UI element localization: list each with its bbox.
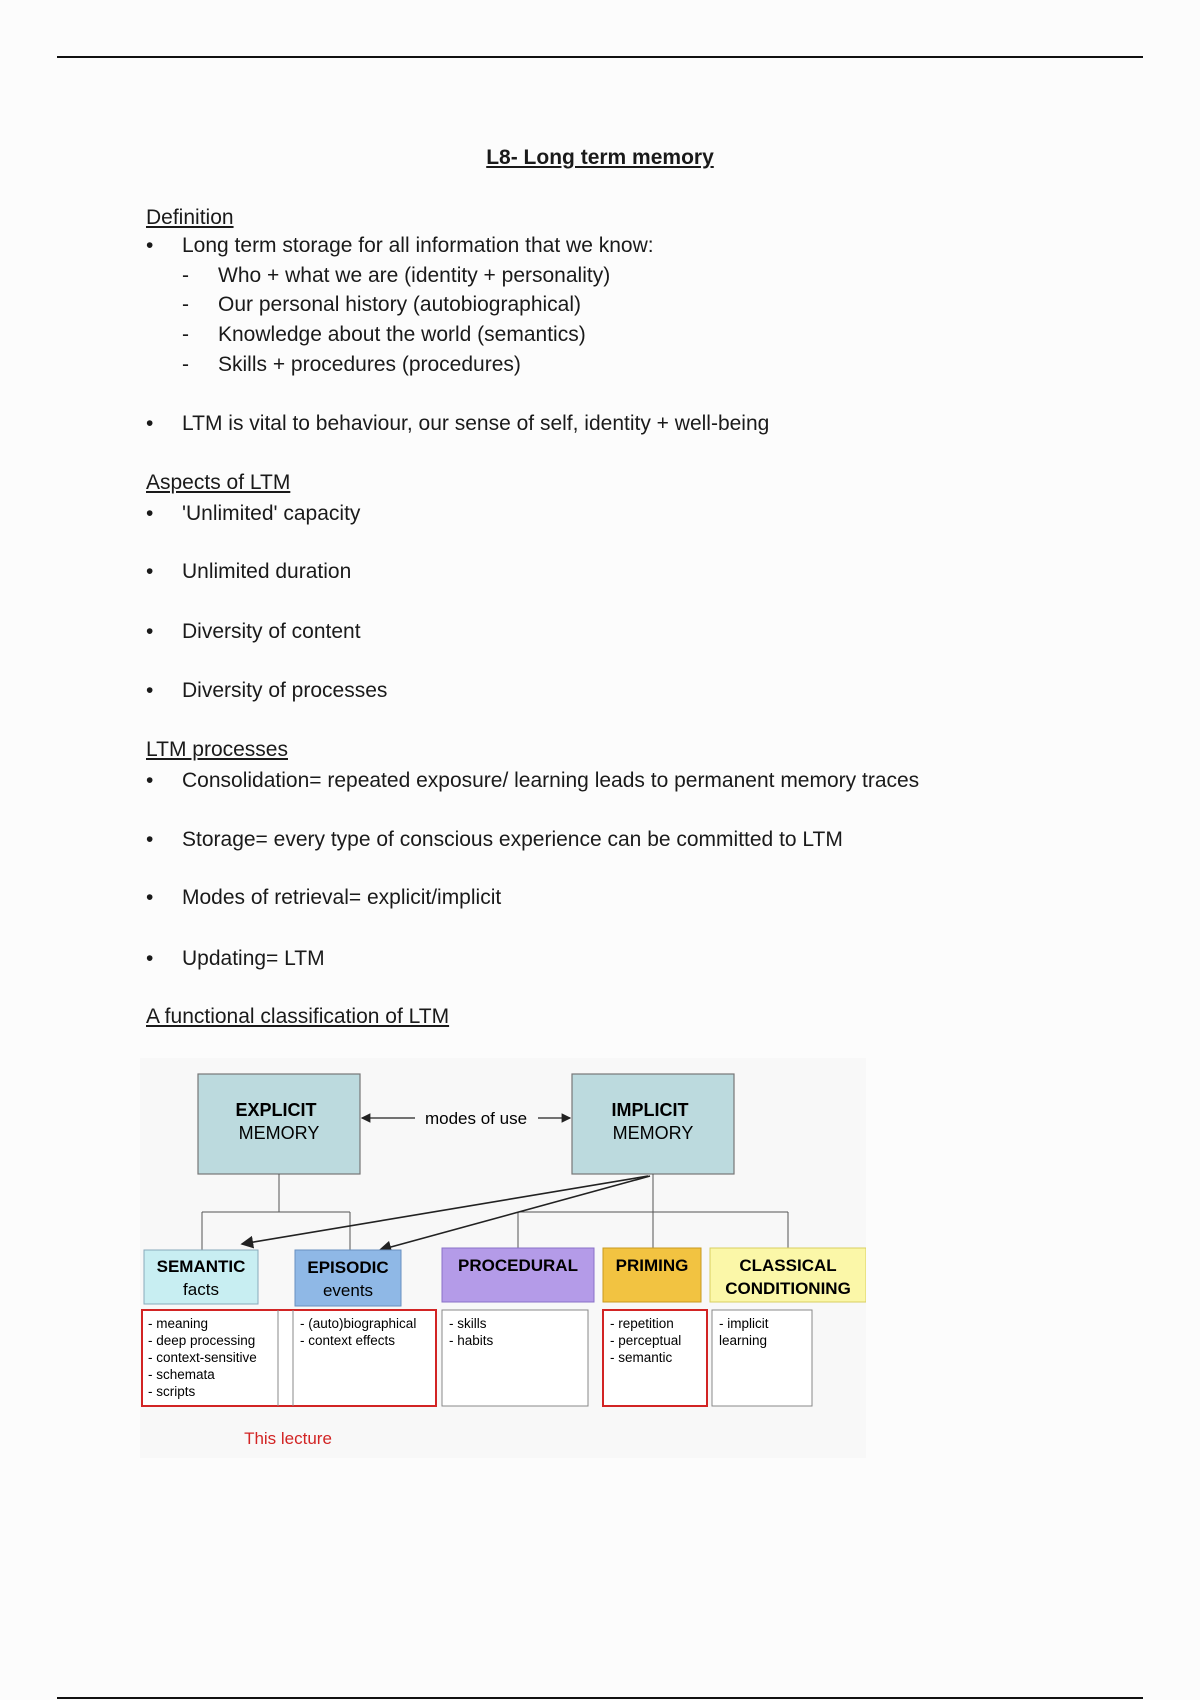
implicit-label-1: IMPLICIT — [611, 1100, 689, 1120]
classical-label-2: CONDITIONING — [725, 1279, 851, 1298]
top-rule — [57, 56, 1143, 58]
heading-processes: LTM processes — [146, 738, 288, 761]
dash-icon: - — [182, 264, 189, 287]
detail-line: - implicit — [719, 1316, 769, 1331]
detail-line: - scripts — [148, 1384, 196, 1399]
detail-line: - schemata — [148, 1367, 215, 1382]
heading-aspects: Aspects of LTM — [146, 471, 291, 494]
ltm-classification-diagram — [140, 1058, 866, 1458]
detail-line: - repetition — [610, 1316, 674, 1331]
detail-line: - context effects — [300, 1333, 396, 1348]
bullet-icon: • — [146, 679, 154, 702]
priming-label: PRIMING — [615, 1256, 689, 1275]
page-title: L8- Long term memory — [486, 146, 714, 169]
explicit-label-2: MEMORY — [238, 1123, 320, 1143]
dash-icon: - — [182, 293, 189, 316]
classical-label-1: CLASSICAL — [739, 1256, 837, 1275]
this-lecture-label: This lecture — [244, 1429, 332, 1448]
bullet-icon: • — [146, 769, 154, 792]
episodic-label: EPISODIC — [307, 1258, 389, 1277]
episodic-sub: events — [322, 1281, 374, 1300]
semantic-sub: facts — [183, 1280, 219, 1299]
bullet-icon: • — [146, 502, 154, 525]
detail-line: - semantic — [610, 1350, 673, 1365]
implicit-label-2: MEMORY — [612, 1123, 694, 1143]
dash-icon: - — [182, 353, 189, 376]
detail-line: - (auto)biographical — [300, 1316, 417, 1331]
explicit-label-1: EXPLICIT — [235, 1100, 317, 1120]
modes-of-use-label: modes of use — [424, 1109, 528, 1128]
procedural-label: PROCEDURAL — [458, 1256, 578, 1275]
bottom-rule — [57, 1697, 1143, 1699]
bullet-icon: • — [146, 560, 154, 583]
bullet-icon: • — [146, 620, 154, 643]
bullet-icon: • — [146, 234, 154, 257]
bullet-icon: • — [146, 828, 154, 851]
semantic-label: SEMANTIC — [156, 1257, 246, 1276]
detail-line: learning — [719, 1333, 768, 1348]
diagram-canvas — [140, 1058, 866, 1458]
document-page: L8- Long term memory Definition • Long term storage for all information that we know: - Who + what we are (identity + personality) - Our personal history (autobiographical) - Knowledge about the world (semantics) - Skills + procedures (procedures) • LTM is vital to behaviour, our sense of self, identity + well-being Aspects of LTM • 'Unlimited' capacity • Unlimited duration • Diversity of content • Diversity of processes LTM processes • Consolidation= repeated exposure/ learning leads to permanent memory traces • Storage= every type of conscious experience can be committed to LTM • Modes of retrieval= explicit/implicit • Updating= LTM A functional classification of LTM EXPLICIT MEMORY IMPLICIT MEMORY modes of use SEMANTIC facts EPISODIC events PROCEDURAL PRIMING CLASSICAL CONDITIONING - meaning - deep processing - context-sensitive - schemata - scripts - (auto)biographical - context effects - skills - habits - repetition - perceptual - semantic - implicit learning This lecture — [0, 0, 1200, 1700]
detail-line: - meaning — [148, 1316, 209, 1331]
bullet-icon: • — [146, 412, 154, 435]
detail-line: - perceptual — [610, 1333, 682, 1348]
detail-line: - habits — [449, 1333, 494, 1348]
detail-line: - deep processing — [148, 1333, 256, 1348]
heading-classification: A functional classification of LTM — [146, 1005, 450, 1028]
heading-definition: Definition — [146, 206, 234, 229]
detail-line: - skills — [449, 1316, 487, 1331]
bullet-icon: • — [146, 947, 154, 970]
bullet-icon: • — [146, 886, 154, 909]
detail-line: - context-sensitive — [148, 1350, 257, 1365]
dash-icon: - — [182, 323, 189, 346]
